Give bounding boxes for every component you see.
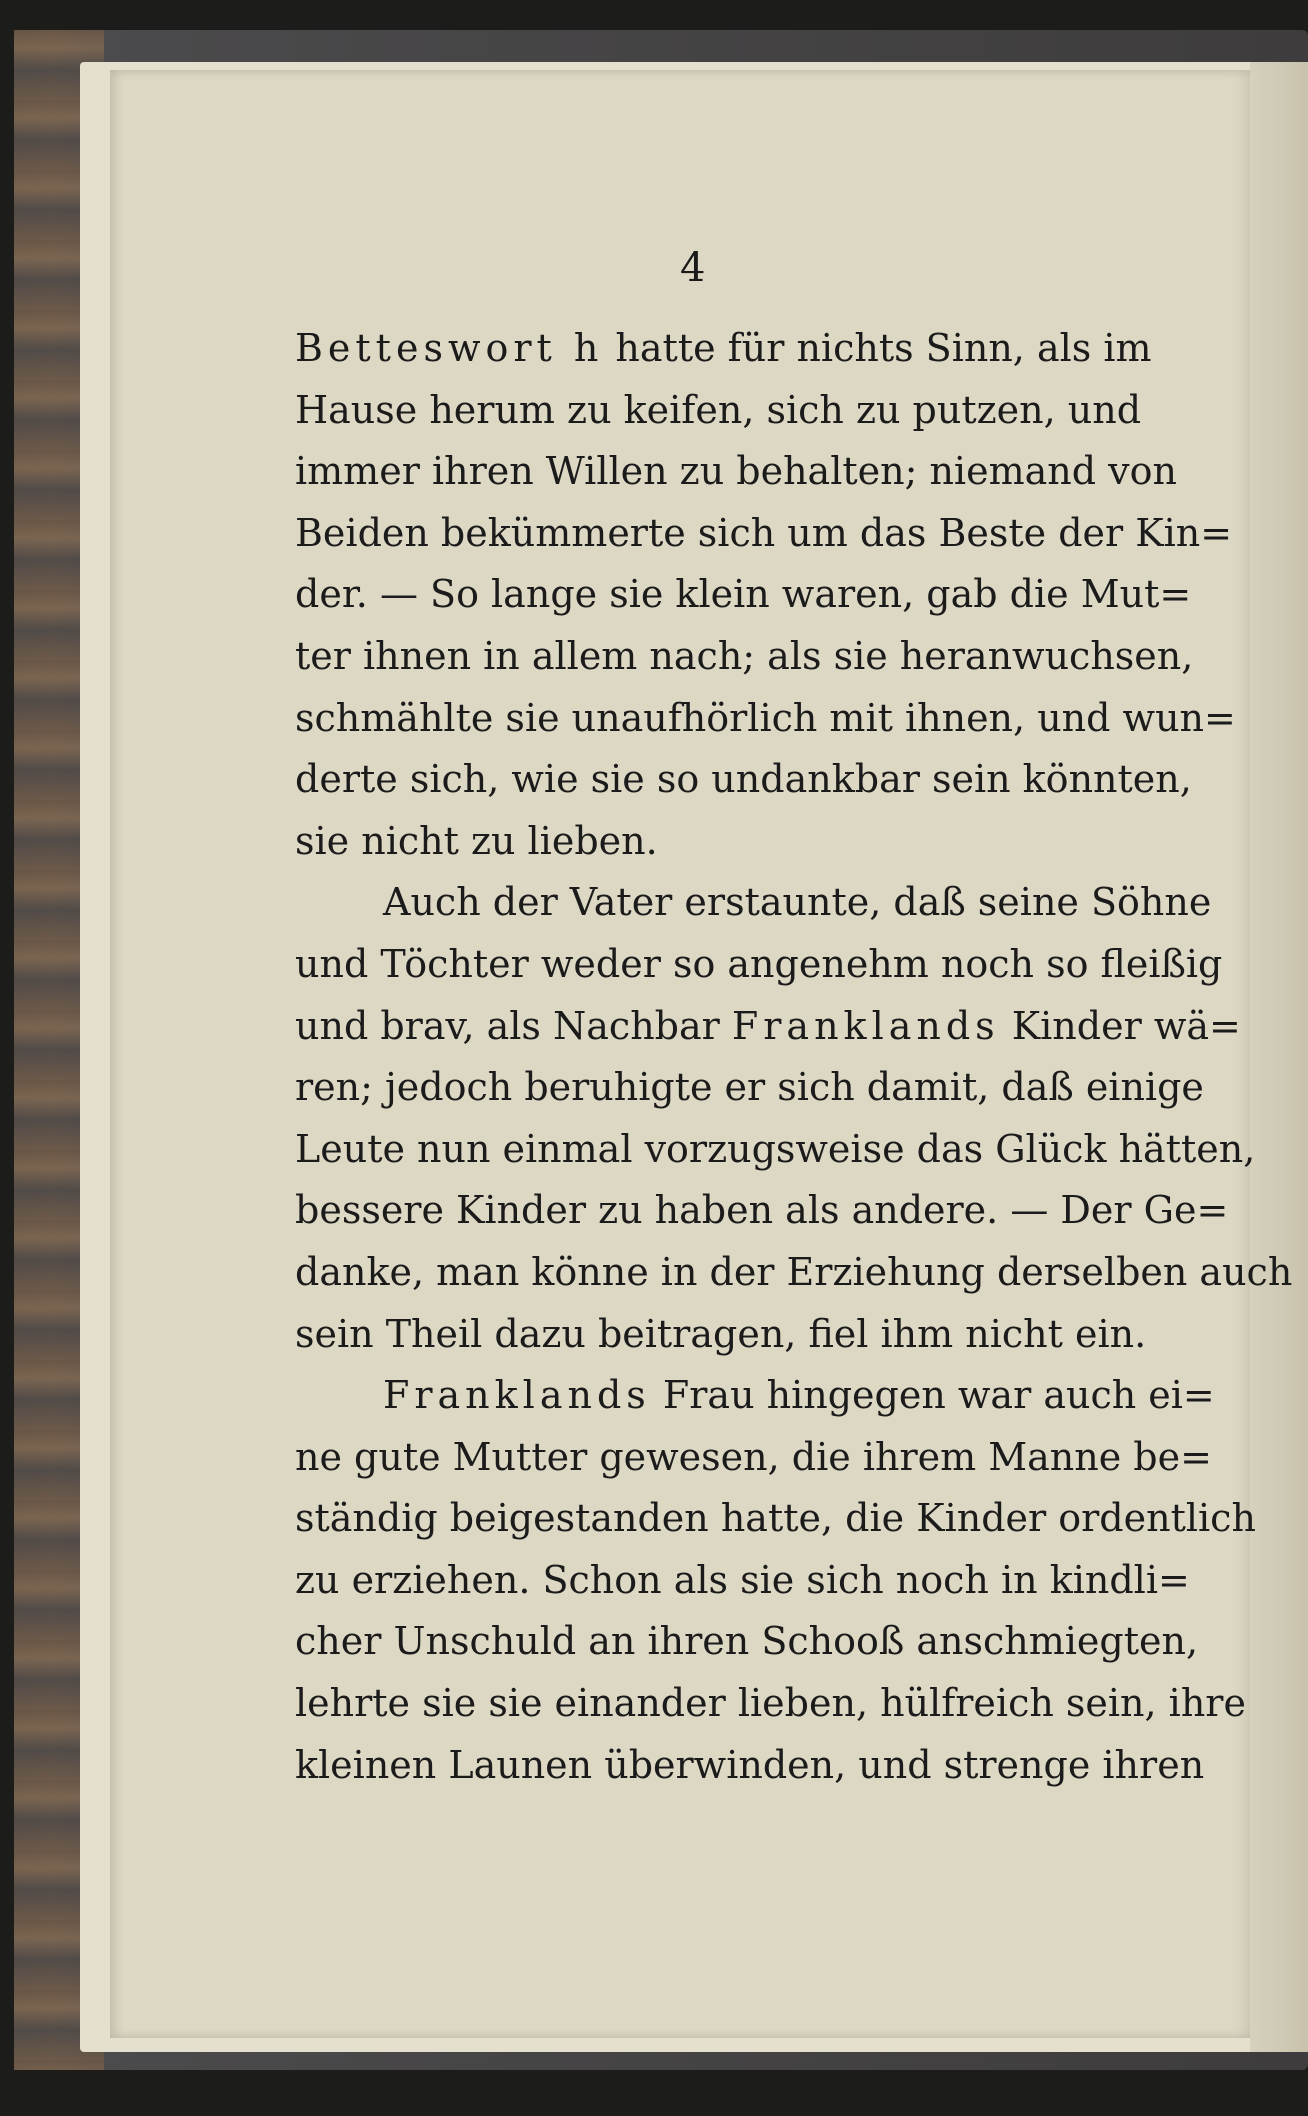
text-run: Hause herum zu keifen, sich zu putzen, und	[295, 387, 1142, 432]
text-run: cher Unschuld an ihren Schooß anschmiegten,	[295, 1619, 1199, 1664]
text-run: schmählte sie unaufhörlich mit ihnen, und wun=	[295, 695, 1236, 740]
text-run: ständig beigestanden hatte, die Kinder ordentlich	[295, 1496, 1256, 1541]
text-run: derte sich, wie sie so undankbar sein könnten,	[295, 757, 1192, 802]
text-run: bessere Kinder zu haben als andere. — Der Ge=	[295, 1188, 1229, 1233]
spaced-name: Franklands	[383, 1373, 651, 1418]
page-number: 4	[680, 245, 707, 291]
text-run: ren; jedoch beruhigte er sich damit, daß einige	[295, 1065, 1204, 1110]
text-run: danke, man könne in der Erziehung derselben auch	[295, 1249, 1293, 1294]
text-run: hatte für nichts Sinn, als im	[603, 326, 1152, 370]
page-edge	[1250, 62, 1308, 2052]
text-line	[295, 934, 1223, 996]
text-line	[295, 1673, 1246, 1735]
text-run: kleinen Launen überwinden, und strenge ihren	[295, 1742, 1205, 1787]
text-line	[295, 811, 1130, 873]
text-line	[295, 1427, 1212, 1489]
text-run: zu erziehen. Schon als sie sich noch in kindli=	[295, 1557, 1190, 1602]
text-line	[295, 1488, 1256, 1550]
text-line	[295, 564, 1192, 626]
text-run: ter ihnen in allem nach; als sie heranwuchsen,	[295, 633, 1194, 678]
text-run: Auch der Vater erstaunte, daß seine Söhne	[383, 880, 1212, 925]
text-line	[295, 872, 1212, 934]
text-line	[295, 1735, 1205, 1797]
text-line	[295, 1304, 1147, 1366]
text-line	[295, 1180, 1229, 1242]
text-run: immer ihren Willen zu behalten; niemand von	[295, 449, 1177, 494]
spaced-name: Franklands	[731, 1003, 1000, 1048]
text-line	[295, 318, 1152, 380]
text-run: Beiden bekümmerte sich um das Beste der Kin=	[295, 510, 1233, 555]
text-line	[295, 1550, 1190, 1612]
text-run: Leute nun einmal vorzugsweise das Glück hätten,	[295, 1126, 1256, 1171]
text-line	[295, 441, 1177, 503]
spaced-name: Betteswort h	[295, 326, 604, 370]
body-text	[295, 318, 1293, 1796]
text-run: und brav, als Nachbar	[295, 1003, 732, 1048]
text-line	[295, 749, 1192, 811]
text-run: sein Theil dazu beitragen, fiel ihm nicht ein.	[295, 1311, 1147, 1356]
text-line	[295, 380, 1142, 442]
text-run: sie nicht zu lieben.	[295, 818, 658, 863]
text-line	[295, 1365, 1215, 1427]
text-line	[295, 1611, 1199, 1673]
text-run: Kinder wä=	[999, 1003, 1241, 1048]
text-line	[295, 503, 1233, 565]
text-line	[295, 996, 1241, 1058]
text-line	[295, 1057, 1204, 1119]
text-line	[295, 1242, 1293, 1304]
text-line	[295, 1119, 1256, 1181]
text-run: ne gute Mutter gewesen, die ihrem Manne be=	[295, 1434, 1212, 1479]
text-line	[295, 688, 1236, 750]
text-run: der. — So lange sie klein waren, gab die Mut=	[295, 572, 1192, 617]
text-run: Frau hingegen war auch ei=	[650, 1373, 1215, 1418]
text-line	[295, 626, 1194, 688]
text-run: lehrte sie sie einander lieben, hülfreich sein, ihre	[295, 1681, 1246, 1726]
text-run: und Töchter weder so angenehm noch so fleißig	[295, 941, 1223, 986]
